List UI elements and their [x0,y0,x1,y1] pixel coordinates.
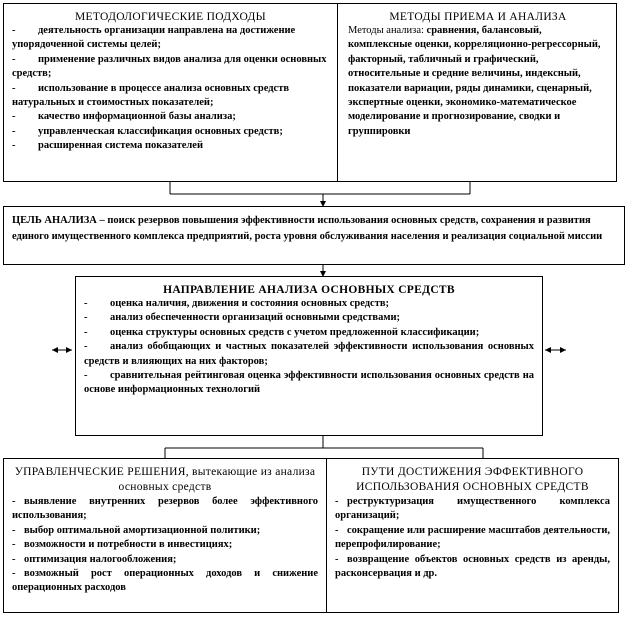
bullet-dash: - [12,53,16,65]
list-item-text: анализ обеспеченности организаций основными средствами; [110,312,401,324]
ways-box [326,458,619,613]
list-item-text: использование в процессе анализа основных средств натуральных и стоимостных показателей; [12,82,290,109]
list-item [84,297,534,311]
list-item-text: оптимизация налогообложения; [24,553,177,565]
list-item [12,553,318,567]
bullet-dash: - [12,25,16,36]
list-item [335,524,610,553]
list-item [12,24,329,53]
bullet-dash: - [84,298,88,309]
list-item-text: применение различных видов анализа для оценки основных средств; [12,53,327,80]
list-item-text: возможный рост операционных доходов и снижение операционных расходов [12,568,318,594]
bullet-dash: - [84,370,88,382]
bullet-dash: - [12,125,16,137]
direction-list [84,297,534,398]
direction-box [75,276,543,436]
bullet-dash: - [84,312,88,324]
list-item-text: анализ обобщающих и частных показателей эффективности использования основных средств и влияющих на них факторов; [84,341,534,367]
list-item-text: сокращение или расширение масштабов деятельности, перепрофилирование; [335,524,610,551]
bullet-dash: - [335,524,339,536]
list-item-text: сравнительная рейтинговая оценка эффективности использования основных средств на основе информационных технологий [84,370,534,396]
goal-text [12,213,616,244]
list-item [12,567,318,596]
list-item [12,524,318,538]
list-item [12,110,329,124]
list-item-text: оценка структуры основных средств с учетом предложенной классификации; [110,326,480,338]
list-item-text: деятельность организации направлена на достижение упорядоченной системы целей; [12,25,296,51]
bullet-dash: - [12,568,16,580]
methods-lead: Методы анализа: [348,25,424,36]
bullet-dash: - [335,496,339,507]
bullet-dash: - [12,496,16,507]
methods-body: сравнения, балансовый, комплексные оценки, корреляционно-регрессорный, факторный, табличный и графический, относительные и средние величины, индексный, показатели вариации, ряды динамики, сценарный, экспертные оценки, экономико-математическое моделирование и прогнозирование, сводки и группировки [348,25,601,137]
list-item-text: реструктуризация имущественного комплекса организаций; [335,496,610,522]
left-double-arrow [52,347,72,353]
list-item-text: возвращение объектов основных средств из аренды, расконсервация и др. [335,553,610,580]
list-item [12,125,329,139]
management-decisions-box [3,458,327,613]
list-item [84,369,534,398]
methods-box [337,3,617,182]
list-item [12,495,318,524]
bullet-dash: - [335,553,339,565]
ways-list [335,495,610,581]
list-item [12,82,329,111]
bullet-dash: - [12,539,16,551]
list-item-text: возможности и потребности в инвестициях; [24,539,233,551]
list-item [12,53,329,82]
bullet-dash: - [12,82,16,94]
methodological-approaches-list [12,24,329,154]
list-item [335,495,610,524]
management-decisions-list [12,495,318,596]
list-item-text: оценка наличия, движения и состояния основных средств; [110,298,390,309]
right-double-arrow [545,347,566,353]
bullet-dash: - [84,341,88,353]
list-item [335,553,610,582]
list-item-text: выявление внутренних резервов более эффективного использования; [12,496,318,522]
goal-box [3,206,625,265]
methodological-approaches-title: МЕТОДОЛОГИЧЕСКИЕ ПОДХОДЫ [75,11,266,23]
bullet-dash: - [84,326,88,338]
bullet-dash: - [12,111,16,123]
list-item [84,340,534,369]
management-decisions-title: УПРАВЛЕНЧЕСКИЕ РЕШЕНИЯ, вытекающие из анализа основных средств [14,466,316,493]
methods-text [348,24,608,139]
direction-title: НАПРАВЛЕНИЕ АНАЛИЗА ОСНОВНЫХ СРЕДСТВ [163,284,455,296]
goal-label: ЦЕЛЬ АНАЛИЗА [12,215,97,226]
ways-title: ПУТИ ДОСТИЖЕНИЯ ЭФФЕКТИВНОГО ИСПОЛЬЗОВАНИЯ ОСНОВНЫХ СРЕДСТВ [356,466,589,493]
methods-title: МЕТОДЫ ПРИЕМА И АНАЛИЗА [389,11,567,23]
list-item [12,538,318,552]
list-item [84,311,534,325]
list-item [84,326,534,340]
bullet-dash: - [12,553,16,565]
list-item-text: выбор оптимальной амортизационной политики; [24,524,261,536]
list-item [12,139,329,153]
list-item-text: управленческая классификация основных средств; [38,125,283,137]
goal-body: – поиск резервов повышения эффективности использования основных средств, сохранения и развития единого имущественного комплекса предприятий, роста уровня обслуживания населения и реализация социальной миссии [12,215,603,242]
list-item-text: расширенная система показателей [38,140,204,152]
list-item-text: качество информационной базы анализа; [38,111,236,123]
methodological-approaches-box [3,3,338,182]
bullet-dash: - [12,524,16,536]
bullet-dash: - [12,140,16,152]
